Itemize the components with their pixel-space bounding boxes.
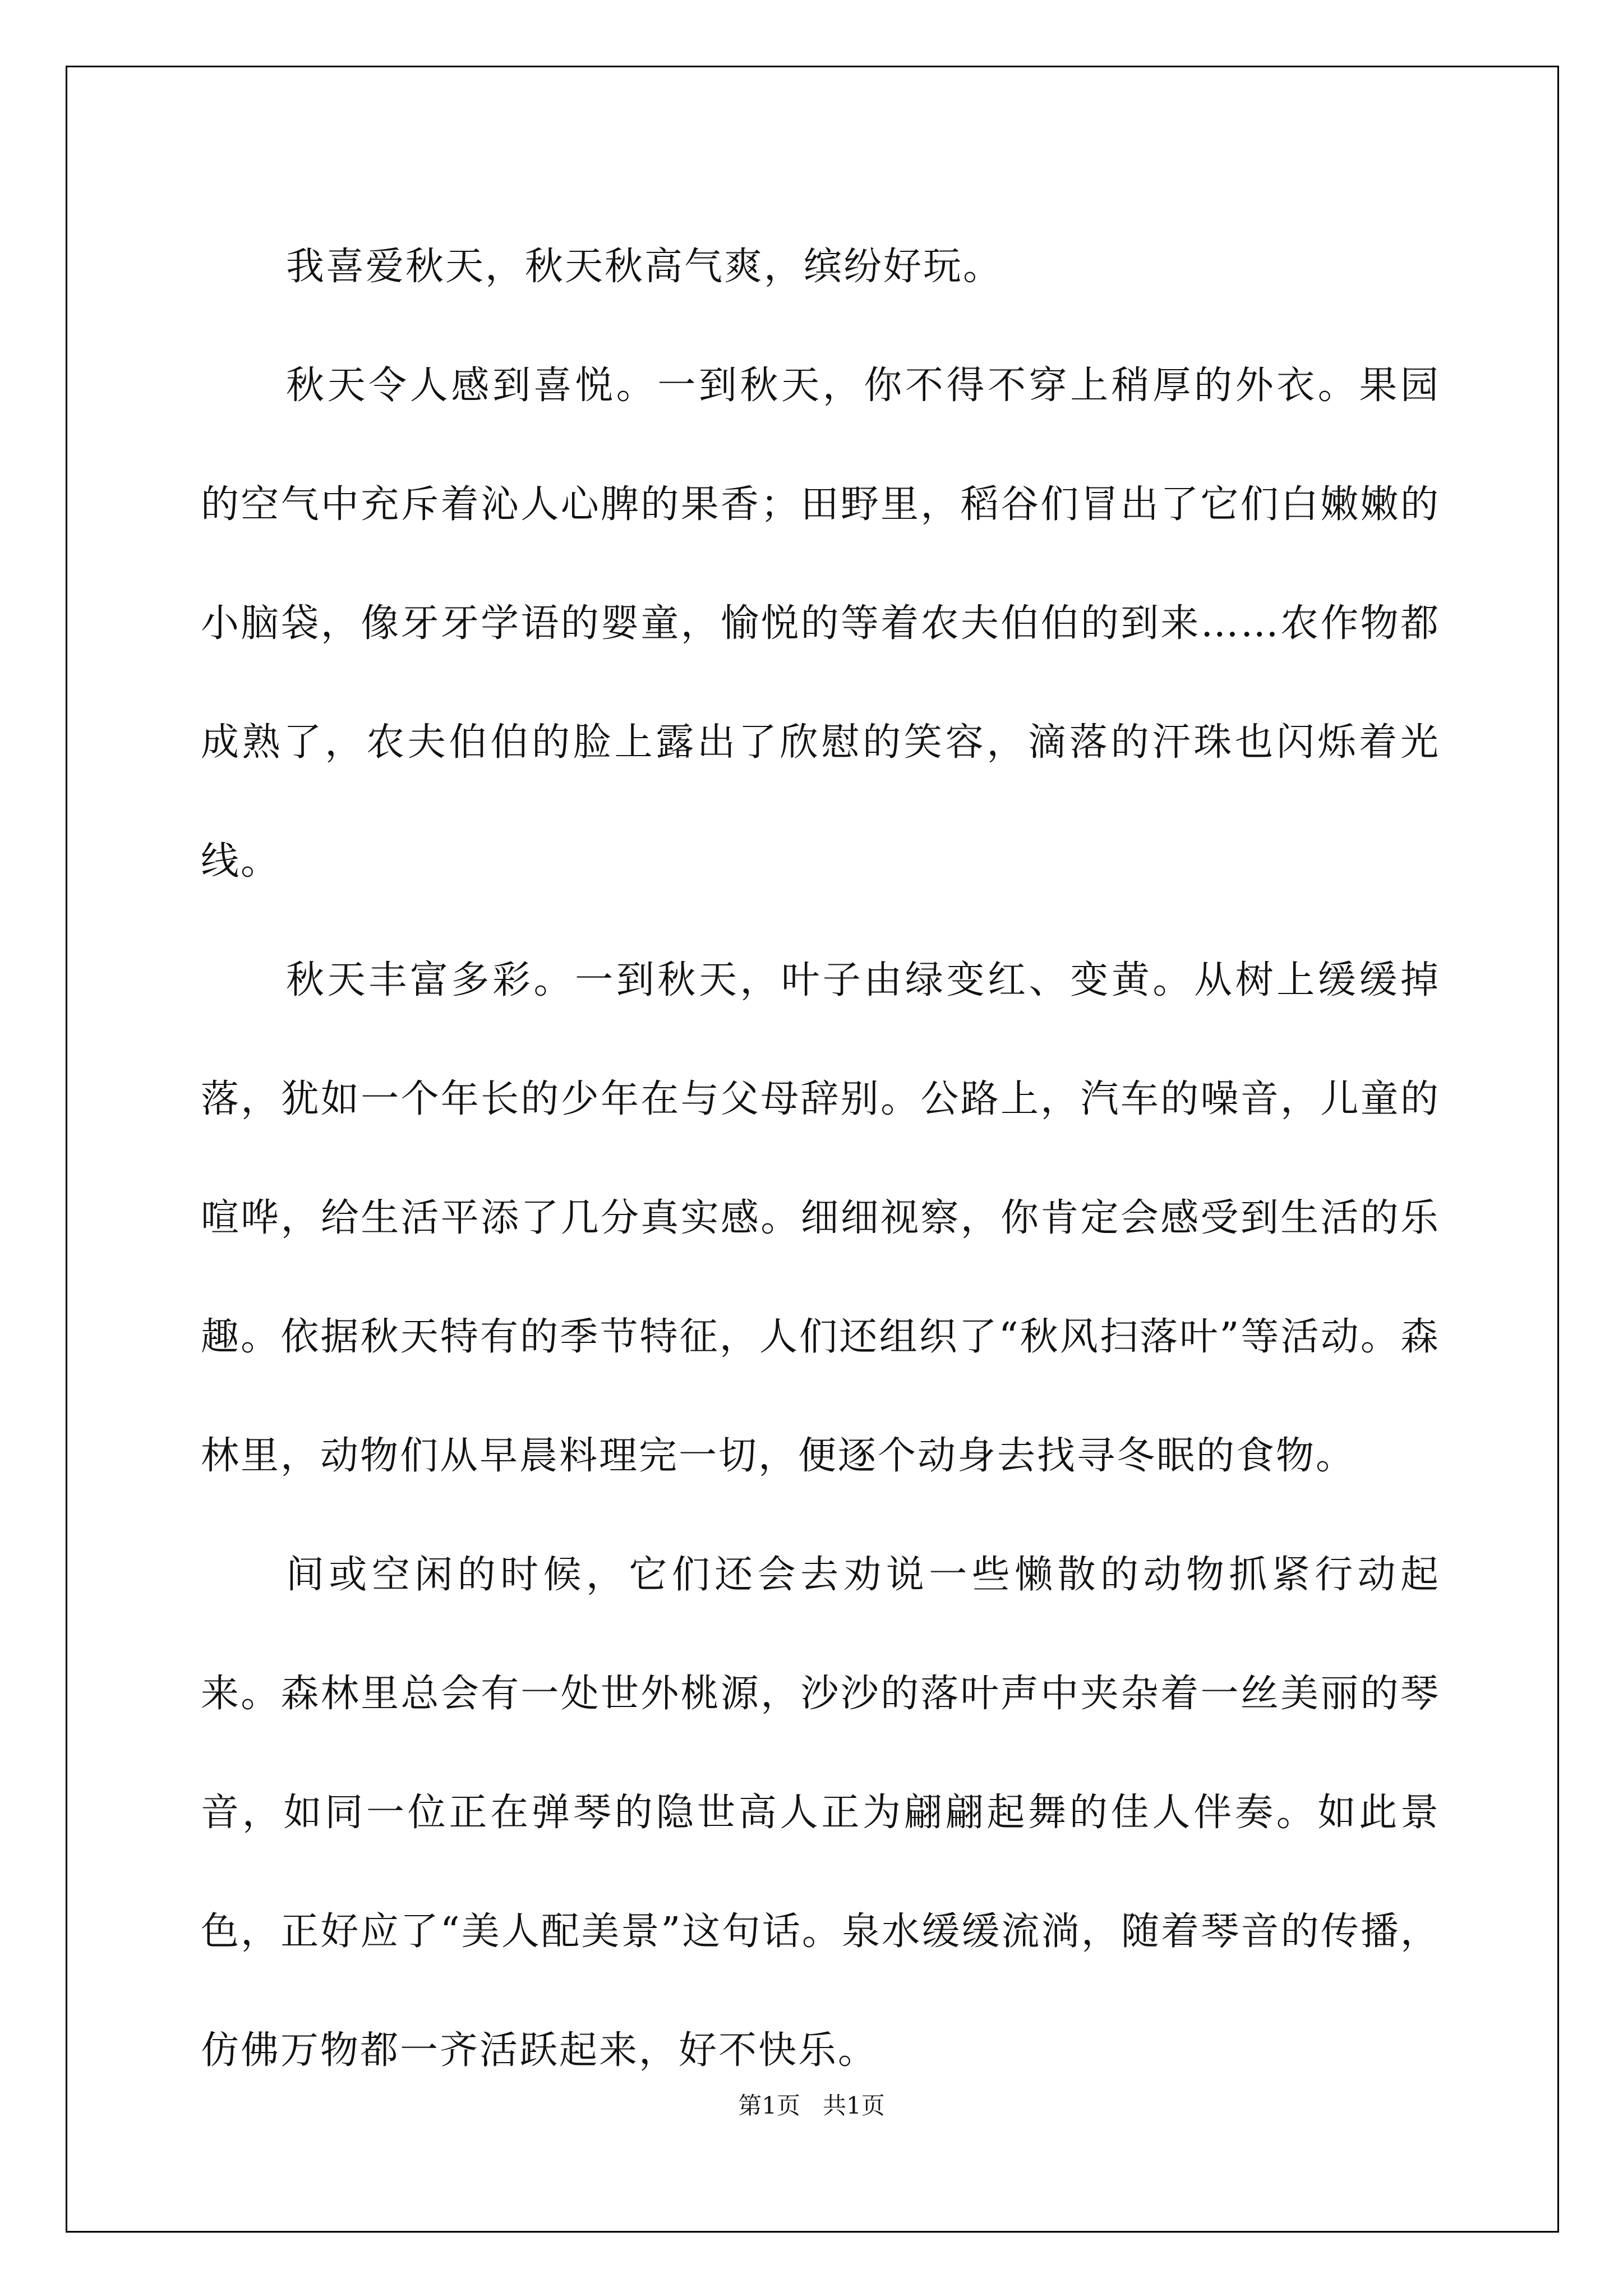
paragraph-1: 我喜爱秋天，秋天秋高气爽，缤纷好玩。	[286, 245, 1003, 289]
paragraph-2: 秋天令人感到喜悦。一到秋天，你不得不穿上稍厚的外衣。果园的空气中充斥着沁人心脾的果香；田野里，稻谷们冒出了它们白嫩嫩的小脑袋，像牙牙学语的婴童，愉悦的等着农夫伯伯的到来……农作物都成熟了，农夫伯伯的脸上露出了欣慰的笑容，滴落的汗珠也闪烁着光线。	[201, 364, 1440, 884]
page-total: 共1页	[823, 2092, 885, 2119]
page-footer	[0, 2089, 1623, 2123]
document-body	[201, 208, 1440, 2110]
page-number: 第1页	[738, 2092, 800, 2119]
paragraph-4: 间或空闲的时候，它们还会去劝说一些懒散的动物抓紧行动起来。森林里总会有一处世外桃源，沙沙的落叶声中夹杂着一丝美丽的琴音，如同一位正在弹琴的隐世高人正为翩翩起舞的佳人伴奏。如此景色，正好应了“美人配美景”这句话。泉水缓缓流淌，随着琴音的传播，仿佛万物都一齐活跃起来，好不快乐。	[201, 1553, 1440, 2073]
paragraph-3: 秋天丰富多彩。一到秋天，叶子由绿变红、变黄。从树上缓缓掉落，犹如一个年长的少年在与父母辞别。公路上，汽车的噪音，儿童的喧哗，给生活平添了几分真实感。细细视察，你肯定会感受到生活的乐趣。依据秋天特有的季节特征，人们还组织了“秋风扫落叶”等活动。森林里，动物们从早晨料理完一切，便逐个动身去找寻冬眠的食物。	[201, 958, 1440, 1478]
